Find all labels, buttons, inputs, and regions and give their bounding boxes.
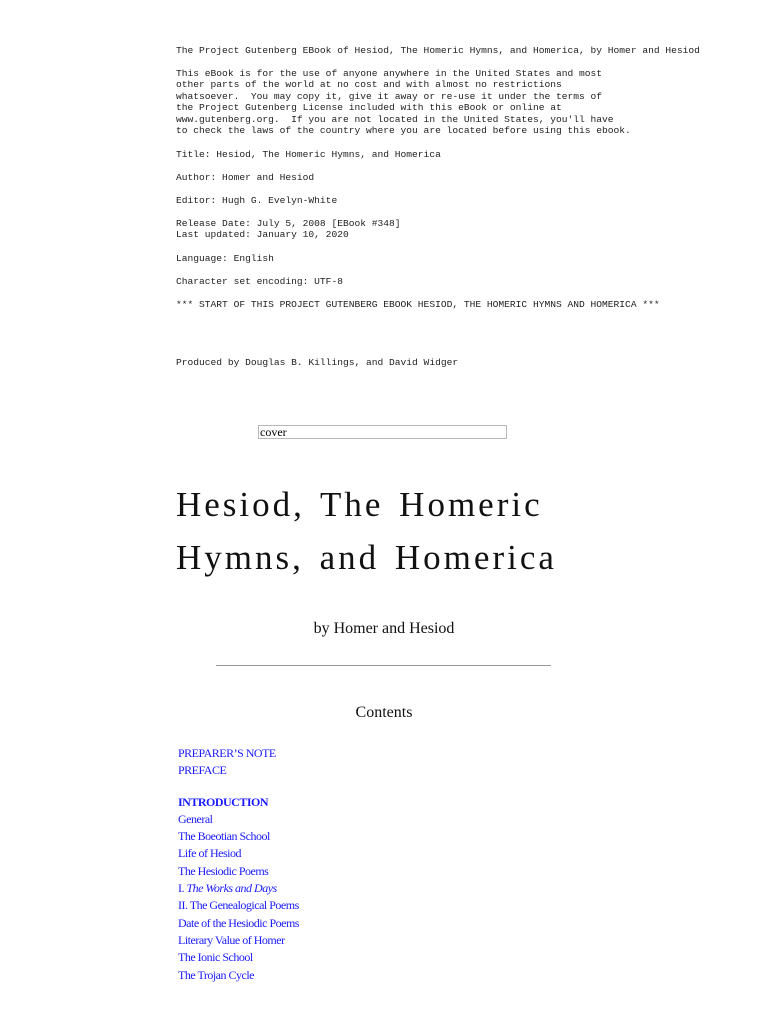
producer-credit: Produced by Douglas B. Killings, and David Widger [176,357,459,368]
toc-spacer [178,780,299,794]
toc-item [178,828,299,845]
title-metadata: Title: Hesiod, The Homeric Hymns, and Homerica [176,149,441,160]
cover-alt-text: cover [260,425,287,439]
contents-heading: Contents [355,704,413,721]
ebook-header-line: The Project Gutenberg EBook of Hesiod, The Homeric Hymns, and Homerica, by Homer and Hesiod [176,45,700,56]
toc-item [178,949,299,966]
toc-item [178,745,299,762]
toc-italic-title: The Works and Days [186,881,277,896]
charset-metadata: Character set encoding: UTF-8 [176,276,343,287]
divider [216,665,551,666]
toc-link-hesiodic-poems[interactable]: The Hesiodic Poems [178,863,269,878]
license-paragraph: This eBook is for the use of anyone anywhere in the United States and most other parts of the world at no cost and with almost no restrictions whatsoever. You may copy it, give it away or re-use it under the terms of the Project Gutenberg License included with this eBook or online at www.gutenberg.org. If you are not located in the United States, you'll have to check the laws of the country where you are located before using this ebook. [176,68,631,137]
toc-link-trojan-cycle[interactable]: The Trojan Cycle [178,967,254,982]
editor-metadata: Editor: Hugh G. Evelyn-White [176,195,338,206]
toc-link-boeotian-school[interactable]: The Boeotian School [178,829,270,844]
toc-link-genealogical-poems[interactable]: II. The Genealogical Poems [178,898,299,913]
toc-item [178,762,299,779]
toc-link-preface[interactable]: PREFACE [178,763,227,778]
toc-link-literary-value[interactable]: Literary Value of Homer [178,932,285,947]
toc-item [178,794,299,811]
language-metadata: Language: English [176,253,274,264]
cover-image-placeholder [258,425,507,439]
toc-link-general[interactable]: General [178,811,213,826]
toc-link-life-of-hesiod[interactable]: Life of Hesiod [178,846,241,861]
toc-item [178,845,299,862]
toc-link-preparers-note[interactable]: PREPARER’S NOTE [178,746,276,760]
toc-item [178,897,299,914]
toc-link-introduction[interactable]: INTRODUCTION [178,794,269,809]
author-metadata: Author: Homer and Hesiod [176,172,315,183]
book-byline: by Homer and Hesiod [313,620,455,637]
toc-item [178,932,299,949]
toc-item [178,915,299,932]
table-of-contents [178,745,299,984]
toc-link-date-of-poems[interactable]: Date of the Hesiodic Poems [178,915,299,930]
toc-link-ionic-school[interactable]: The Ionic School [178,950,253,965]
start-marker: *** START OF THIS PROJECT GUTENBERG EBOOK HESIOD, THE HOMERIC HYMNS AND HOMERICA *** [176,299,660,310]
book-title: Hesiod, The Homeric Hymns, and Homerica [176,485,557,577]
toc-link-works-and-days[interactable] [178,881,277,895]
toc-item [178,880,299,897]
toc-item [178,811,299,828]
toc-prefix: I. [178,881,187,896]
release-dates: Release Date: July 5, 2008 [EBook #348] Last updated: January 10, 2020 [176,218,401,241]
toc-item [178,863,299,880]
toc-item [178,967,299,984]
